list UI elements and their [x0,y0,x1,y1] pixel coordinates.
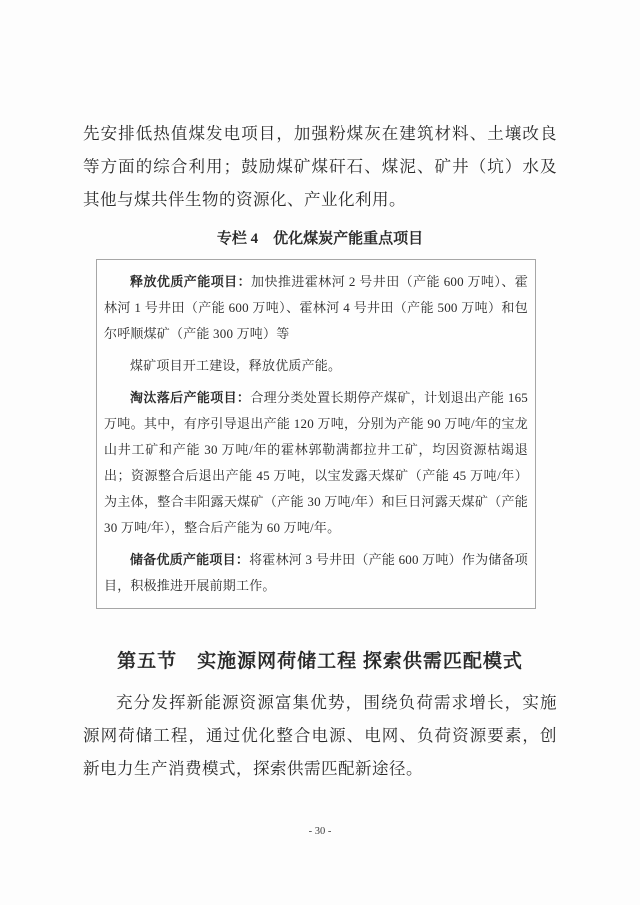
box-paragraph-text: 煤矿项目开工建设，释放优质产能。 [130,358,342,373]
feature-box [96,259,536,609]
box-paragraph-phase-out [104,385,528,541]
page-number: - 30 - [308,826,332,837]
feature-box-title: 专栏 4 优化煤炭产能重点项目 [216,231,424,247]
section-paragraph: 充分发挥新能源资源富集优势，围绕负荷需求增长，实施源网荷储工程，通过优化整合电源、电网、负荷资源要素，创新电力生产消费模式，探索供需匹配新途径。 [83,693,557,778]
box-paragraph-release [104,269,528,347]
section-heading: 第五节 实施源网荷储工程 探索供需匹配模式 [117,651,523,672]
box-paragraph-label: 储备优质产能项目： [130,552,250,567]
box-paragraph-text: 将霍林河 3 号井田（产能 600 万吨）作为储备项目，积极推进开展前期工作。 [104,552,528,593]
box-paragraph-construction [104,353,528,379]
intro-paragraph: 先安排低热值煤发电项目，加强粉煤灰在建筑材料、土壤改良等方面的综合利用；鼓励煤矿煤矸石、煤泥、矿井（坑）水及其他与煤共伴生物的资源化、产业化利用。 [83,124,557,209]
box-paragraph-label: 淘汰落后产能项目： [130,390,251,405]
box-paragraph-reserve [104,547,528,599]
box-paragraph-label: 释放优质产能项目： [130,274,252,289]
box-paragraph-text: 合理分类处置长期停产煤矿，计划退出产能 165 万吨。其中，有序引导退出产能 120 万吨，分别为产能 90 万吨/年的宝龙山井工矿和产能 30 万吨/年的霍林郭勒满都拉井工矿，均因资源枯竭退出；资源整合后退出产能 45 万吨，以宝发露天煤矿（产能 45 万吨/年）为主体，整合丰阳露天煤矿（产能 30 万吨/年）和巨日河露天煤矿（产能 30 万吨/年），整合后产能为 60 万吨/年。 [104,390,528,535]
box-paragraph-text: 加快推进霍林河 2 号井田（产能 600 万吨）、霍林河 1 号井田（产能 600 万吨）、霍林河 4 号井田（产能 500 万吨）和包尔呼顺煤矿（产能 300 万吨）等 [104,274,528,341]
